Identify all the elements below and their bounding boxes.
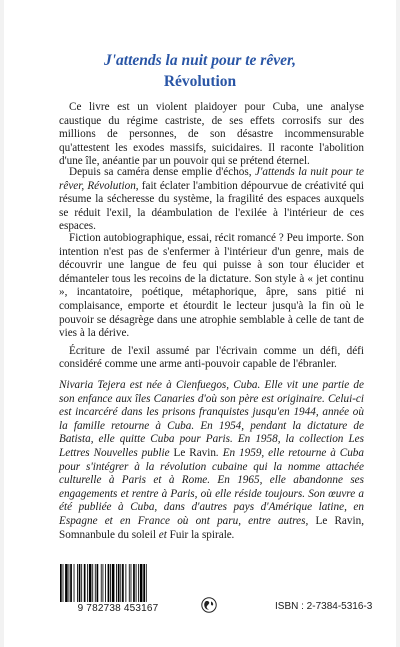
blurb-text-end: , fait éclater l'ambition dépourvue de créativité qui résume la sécheresse du système, la fragilité des espaces auxquels se réduit l'exil, la déambulation de l'exilée à l'intérieur de ces espaces. [59, 179, 364, 233]
bio-work-title: Le Ravin, Somnanbule du soleil [59, 514, 364, 541]
blurb-text: Ce livre est un violent plaidoyer pour Cuba, une analyse caustique du régime castriste, de ses effets corrosifs sur des millions de personnes, de son désastre incommensurable qu'attestent les exodes massifs, suicidaires. Il raconte l'abolition d'une île, anéantie par un pouvoir qui se prétend éternel. [59, 101, 364, 168]
bio-text: . [231, 528, 235, 541]
barcode [59, 564, 177, 602]
bio-work-title: Le Ravin [173, 446, 216, 459]
globe-logo-icon [201, 597, 217, 613]
barcode-digits: 9 782738 453167 [77, 603, 159, 614]
title-line-1: J'attends la nuit pour te rêver, [103, 52, 297, 69]
blurb-text-start: Depuis sa caméra dense emplie d'échos, [69, 166, 256, 178]
book-title [4, 50, 396, 92]
blurb-paragraph-3 [59, 232, 364, 376]
blurb-book-title: J'attends la nuit pour te rêver, Révolution [59, 166, 364, 192]
bio-text: Nivaria Tejera est née à Cienfuegos, Cuba. Elle vit une partie de son enfance aux îles Canaries d'où son père est originaire. Celui-ci est incarcéré dans les prisons franquistes jusqu'en 1944, année où la famille retourne à Cuba. En 1954, pendant la dictature de Batista, elle quitte Cuba pour Paris. En 1958, la collection Les Lettres Nouvelles publie [59, 379, 364, 459]
blurb-text [59, 166, 364, 234]
isbn: ISBN : 2-7384-5316-3 [275, 601, 373, 612]
bio-text: et [155, 528, 170, 541]
author-biography [59, 379, 364, 542]
blurb-text: Fiction autobiographique, essai, récit romancé ? Peu importe. Son intention n'est pas de s'enfermer à l'intérieur d'un genre, mais de découvrir une langue de feu qui puisse à son tour élucider et démanteler tous les recoins de la dictature. Son style à « jet continu », incantatoire, poétique, métaphorique, âpre, sans pitié ni complaisance, emporte et étourdit le lecteur jusqu'à la fin où le pouvoir se désagrège dans une atrophie semblable à celle de tant de vies à la dérive. [59, 232, 364, 340]
bio-work-title: Fuir la spirale [169, 528, 232, 541]
blurb-text: Écriture de l'exil assumé par l'écrivain comme un défi, défi considéré comme une arme anti-pouvoir capable de l'ébranler. [59, 344, 364, 371]
blurb-paragraph-1 [59, 101, 364, 173]
blurb-paragraph-2 [59, 166, 364, 238]
bio-text: . En 1959, elle retourne à Cuba pour s'intégrer à la révolution cubaine qui la nomme attachée culturelle à Paris et à Rome. En 1965, elle abandonne ses engagements et rentre à Paris, où elle réside toujours. Son œuvre a été publiée à Cuba, dans d'autres pays d'Amérique latine, en Espagne et en France où ont paru, entre autres, [59, 446, 364, 527]
title-line-2: Révolution [163, 73, 237, 90]
